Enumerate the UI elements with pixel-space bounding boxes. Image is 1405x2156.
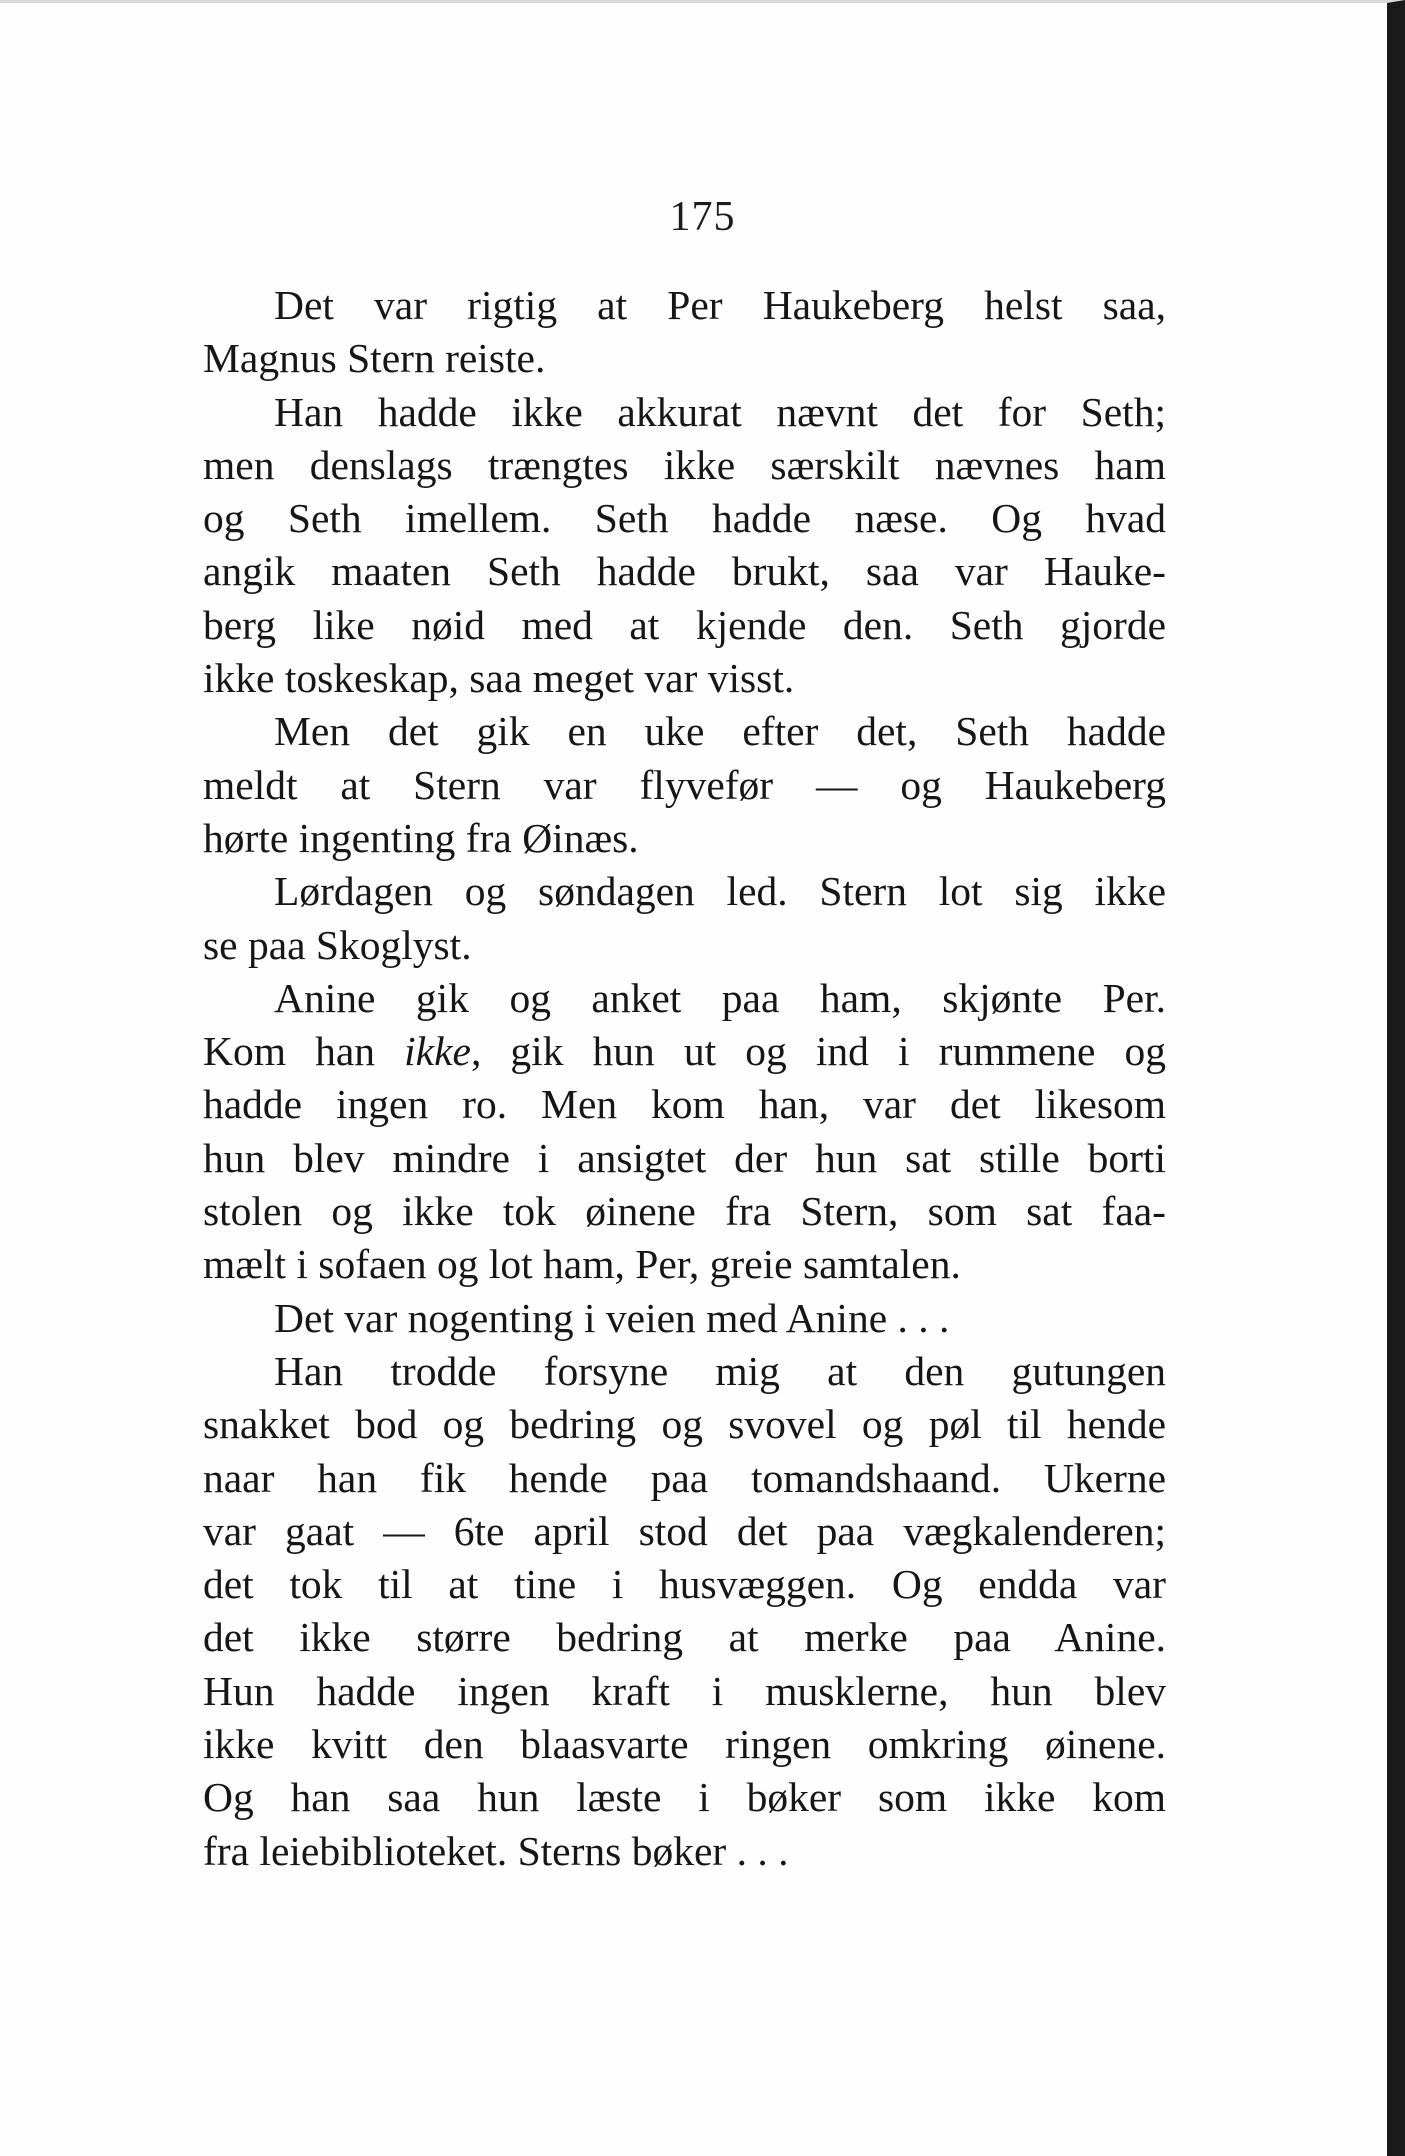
text-line: og Seth imellem. Seth hadde næse. Og hvad (203, 495, 1166, 542)
text-line: ikke toskeskap, saa meget var visst. (203, 655, 795, 702)
text-line: Det var nogenting i veien med Anine . . . (274, 1294, 950, 1341)
text-line: hadde ingen ro. Men kom han, var det likesom (203, 1081, 1166, 1128)
text-line: Magnus Stern reiste. (203, 335, 546, 382)
text-line: mælt i sofaen og lot ham, Per, greie samtalen. (203, 1241, 961, 1288)
paragraph (203, 705, 1166, 865)
paragraph (203, 865, 1166, 972)
text-line: Kom han ikke, gik hun ut og ind i rummene og (203, 1028, 1167, 1075)
text-line: hun blev mindre i ansigtet der hun sat stille borti (203, 1134, 1166, 1181)
paragraph (203, 386, 1166, 706)
paragraph (203, 279, 1166, 386)
body-text (203, 279, 1166, 1878)
text-line: Det var rigtig at Per Haukeberg helst saa, (274, 282, 1166, 328)
page-number: 175 (669, 194, 736, 240)
text-line: angik maaten Seth hadde brukt, saa var Hauke- (203, 548, 1166, 595)
text-line: berg like nøid med at kjende den. Seth gjorde (203, 601, 1166, 648)
paragraph (203, 1292, 1166, 1345)
text-line: Han trodde forsyne mig at den gutungen (274, 1347, 1166, 1394)
text-line: hørte ingenting fra Øinæs. (203, 814, 639, 861)
paragraph (203, 972, 1166, 1292)
text-line: var gaat — 6te april stod det paa vægkalenderen; (203, 1507, 1166, 1554)
text-line: ikke kvitt den blaasvarte ringen omkring øinene. (203, 1721, 1166, 1768)
text-line: naar han fik hende paa tomandshaand. Ukerne (203, 1454, 1166, 1501)
text-line: men denslags trængtes ikke særskilt nævnes ham (203, 441, 1166, 488)
text-line: Men det gik en uke efter det, Seth hadde (274, 708, 1166, 755)
text-line: snakket bod og bedring og svovel og pøl til hende (203, 1401, 1166, 1448)
text-line: Og han saa hun læste i bøker som ikke kom (203, 1774, 1166, 1821)
text-line: Hun hadde ingen kraft i musklerne, hun blev (203, 1667, 1166, 1714)
text-line: se paa Skoglyst. (203, 921, 472, 968)
text-line: Anine gik og anket paa ham, skjønte Per. (274, 974, 1166, 1021)
text-line: det ikke større bedring at merke paa Anine. (203, 1614, 1166, 1661)
text-line: stolen og ikke tok øinene fra Stern, som sat faa- (203, 1188, 1166, 1235)
text-line: Lørdagen og søndagen led. Stern lot sig ikke (274, 868, 1166, 915)
text-line: meldt at Stern var flyvefør — og Haukeberg (203, 761, 1166, 808)
text-line: det tok til at tine i husvæggen. Og endda var (203, 1561, 1166, 1608)
paragraph (203, 1345, 1166, 1878)
text-line: fra leiebiblioteket. Sterns bøker . . . (203, 1827, 789, 1874)
text-line: Han hadde ikke akkurat nævnt det for Seth; (274, 388, 1166, 435)
